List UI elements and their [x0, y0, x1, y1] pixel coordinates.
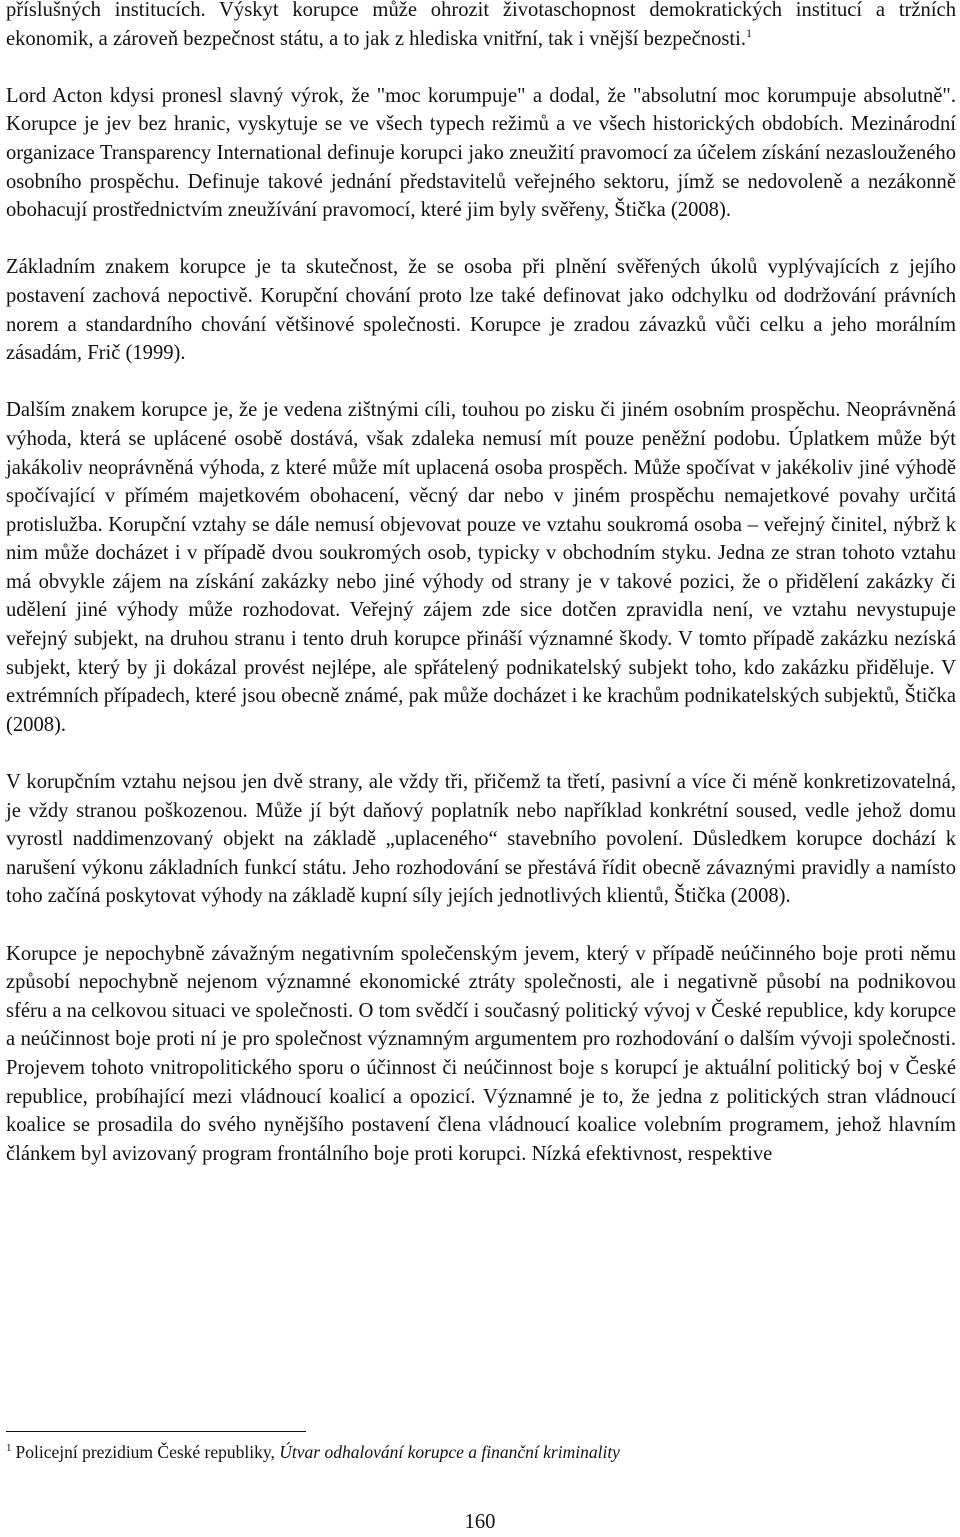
paragraph-1-text: příslušných institucích. Výskyt korupce může ohrozit životaschopnost demokratických institucí a tržních ekonomik, a zároveň bezpečnost státu, a to jak z hlediska vnitřní, tak i vnější bezpečnosti. [6, 0, 956, 50]
footnote-text: Policejní prezidium České republiky, [15, 1442, 275, 1462]
paragraph-2: Lord Acton kdysi pronesl slavný výrok, že "moc korumpuje" a dodal, že "absolutní moc korumpuje absolutně". Korupce je jev bez hranic, vyskytuje se ve všech typech režimů a ve všech historických obdobích. Mezinárodní organizace Transparency International definuje korupci jako zneužití pravomocí za účelem získání nezaslouženého osobního prospěchu. Definuje takové jednání představitelů veřejného sektoru, jímž se nedovoleně a nezákonně obohacují prostřednictvím zneužívání pravomocí, které jim byly svěřeny, Štička (2008). [6, 84, 956, 222]
paragraph-4: Dalším znakem korupce je, že je vedena zištnými cíli, touhou po zisku či jiném osobním prospěchu. Neoprávněná výhoda, která se uplácené osobě dostává, však zdaleka nemusí mít pouze peněžní podobu. Úplatkem může být jakákoliv neoprávněná výhoda, z které může mít uplacená osoba prospěch. Může spočívat v jakékoliv jiné výhodě spočívající v přímém majetkovém obohacení, věcný dar nebo v jiném prospěchu nemajetkové povahy určitá protislužba. Korupční vztahy se dále nemusí objevovat pouze ve vztahu soukromá osoba – veřejný činitel, nýbrž k nim může docházet i v případě dvou soukromých osob, typicky v obchodním styku. Jedna ze stran tohoto vztahu má obvykle zájem na získání zakázky nebo jiné výhody od strany je v takové pozici, že o přidělení zakázky či udělení jiné výhody může rozhodovat. Veřejný zájem zde sice dotčen zpravidla není, ve vztahu nevystupuje veřejný subjekt, na druhou stranu i tento druh korupce přináší významné škody. V tomto případě zakázku nezíská subjekt, který by ji dokázal provést nejlépe, ale spřátelený podnikatelský subjekt toho, kdo zakázku přiděluje. V extrémních případech, které jsou obecně známé, pak může docházet i ke krachům podnikatelských subjektů, Štička (2008). [6, 399, 956, 736]
body-text [6, 0, 956, 1197]
paragraph-5: V korupčním vztahu nejsou jen dvě strany, ale vždy tři, přičemž ta třetí, pasivní a více či méně konkretizovatelná, je vždy stranou poškozenou. Může jí být daňový poplatník nebo například konkrétní soused, vedle jehož domu vyrostl naddimenzovaný objekt na základě „uplaceného“ stavebního povolení. Důsledkem korupce dochází k narušení výkonu základních funkcí státu. Jeho rozhodování se přestává řídit obecně závaznými pravidly a namísto toho začíná poskytovat výhody na základě kupní síly jejích jednotlivých klientů, Štička (2008). [6, 771, 956, 908]
paragraph-6: Korupce je nepochybně závažným negativním společenským jevem, který v případě neúčinného boje proti němu způsobí nepochybně nejenom významné ekonomické ztráty společnosti, ale i negativně působí na podnikovou sféru a na celkovou situaci ve společnosti. O tom svědčí i současný politický vývoj v České republice, kdy korupce a neúčinnost boje proti ní je pro společnost významným argumentem pro rozhodování o dalším vývoji společnosti. Projevem tohoto vnitropolitického sporu o účinnost či neúčinnost boje s korupcí je aktuální politický boj v České republice, probíhající mezi vládnoucí koalicí a opozicí. Významné je to, že jedna z politických stran vládnoucí koalice se prosadila do svého nynějšího postavení člena vládnoucí koalice volebním programem, jehož hlavním článkem byl avizovaný program frontálního boje proti korupci. Nízká efektivnost, respektive [6, 942, 956, 1165]
footnote-reference[interactable]: 1 [746, 25, 753, 40]
page-number: 160 [464, 1511, 496, 1533]
footnote-marker: 1 [6, 1442, 12, 1455]
paragraph-1 [6, 0, 956, 53]
paragraph-3: Základním znakem korupce je ta skutečnost, že se osoba při plnění svěřených úkolů vyplývajících z jejího postavení zachová nepoctivě. Korupční chování proto lze také definovat jako odchylku od dodržování právních norem a standardního chování většinové společnosti. Korupce je zradou závazků vůči celku a jeho morálním zásadám, Frič (1999). [6, 256, 956, 365]
footnote-separator [6, 1431, 306, 1432]
footnote [6, 1440, 946, 1464]
footnote-italic-text: Útvar odhalování korupce a finanční kriminality [279, 1442, 620, 1462]
